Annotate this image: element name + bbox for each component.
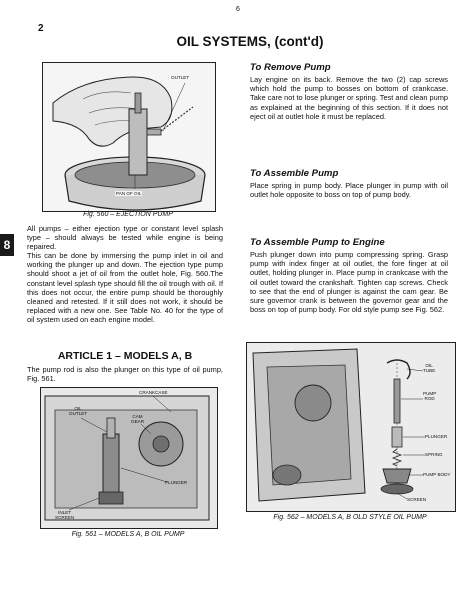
page-title: OIL SYSTEMS, (cont'd) [176, 34, 324, 49]
heading-assemble-pump-to-engine: To Assemble Pump to Engine [250, 237, 385, 248]
figure-561-caption: Fig. 561 – MODELS A, B OIL PUMP [71, 531, 185, 538]
article-1-text: The pump rod is also the plunger on this type of oil pump, Fig. 561. [27, 365, 223, 384]
callout-plunger: PLUNGER [425, 434, 448, 439]
callout-screen: SCREEN [407, 497, 427, 502]
figure-560 [42, 62, 216, 212]
section-tab: 8 [0, 234, 14, 256]
heading-assemble-pump: To Assemble Pump [250, 168, 339, 179]
ejection-pump-illustration [43, 63, 215, 211]
figure-562-caption: Fig. 562 – MODELS A, B OLD STYLE OIL PUMP [273, 514, 427, 521]
text-assemble-pump: Place spring in pump body. Place plunger in pump with oil outlet hole opposite to boss on top of pump body. [250, 181, 448, 200]
callout-inlet-screen: INLET SCREEN [55, 510, 75, 520]
callout-plunger: PLUNGER [165, 480, 188, 485]
article-1-title: ARTICLE 1 – MODELS A, B [57, 350, 193, 362]
callout-crankcase: CRANKCASE [139, 390, 168, 395]
figure-562 [246, 342, 456, 512]
paragraph-testing-procedure: This can be done by immersing the pump inlet in oil and working the plunger up and down. The ejection type pump should shoot a jet of oil from the outlet hole, Fig. 560.The constant level splash type should fill the oil trough with oil. If this does not occur, the entire pump should be thoroughly cleaned and retested. If it still does not work, it should be replaced with a new one. See Table No. 40 for the type of oil system used on each engine model. [27, 251, 223, 325]
figure-560-caption: Fig. 560 – EJECTION PUMP [83, 211, 173, 218]
callout-pump-body: PUMP BODY [423, 472, 451, 477]
callout-outlet: OUTLET [171, 75, 190, 80]
callout-oil-outlet: OIL OUTLET [69, 406, 88, 416]
heading-remove-pump: To Remove Pump [250, 62, 331, 73]
callout-spring: SPRING [425, 452, 443, 457]
paragraph-testing-intro: All pumps – either ejection type or constant level splash type – should always be tested while engine is being repaired. [27, 224, 223, 252]
models-ab-oil-pump-illustration [41, 388, 217, 528]
top-page-number: 6 [235, 6, 241, 13]
text-assemble-pump-to-engine: Push plunger down into pump compressing spring. Grasp pump with index finger at oil outlet, the fore finger at oil outlet, holding plunger in. Place pump in crankcase with the oil outlet toward the crankshaft. Tighten cap screws. Check to see that the end of plunger is against the cam gear. Be sure governor crank is between the governor gear and the boss on top of pump body. For old style pump see Fig. 562. [250, 250, 448, 315]
callout-cam-gear: CAM GEAR [131, 414, 145, 424]
figure-561 [40, 387, 218, 529]
callout-pan-of-oil: PAN OF OIL [116, 191, 142, 196]
callout-oil-tube: OIL TUBE [423, 363, 436, 373]
text-remove-pump: Lay engine on its back. Remove the two (2) cap screws which hold the pump to bosses on bottom of crankcase. Take care not to lose plunger or spring. Test and clean pump as explained at the beginning of this section. If it does not eject oil at outlet hole it must be replaced. [250, 75, 448, 121]
left-page-number: 2 [38, 23, 44, 34]
callout-pump-rod: PUMP ROD [423, 391, 437, 401]
